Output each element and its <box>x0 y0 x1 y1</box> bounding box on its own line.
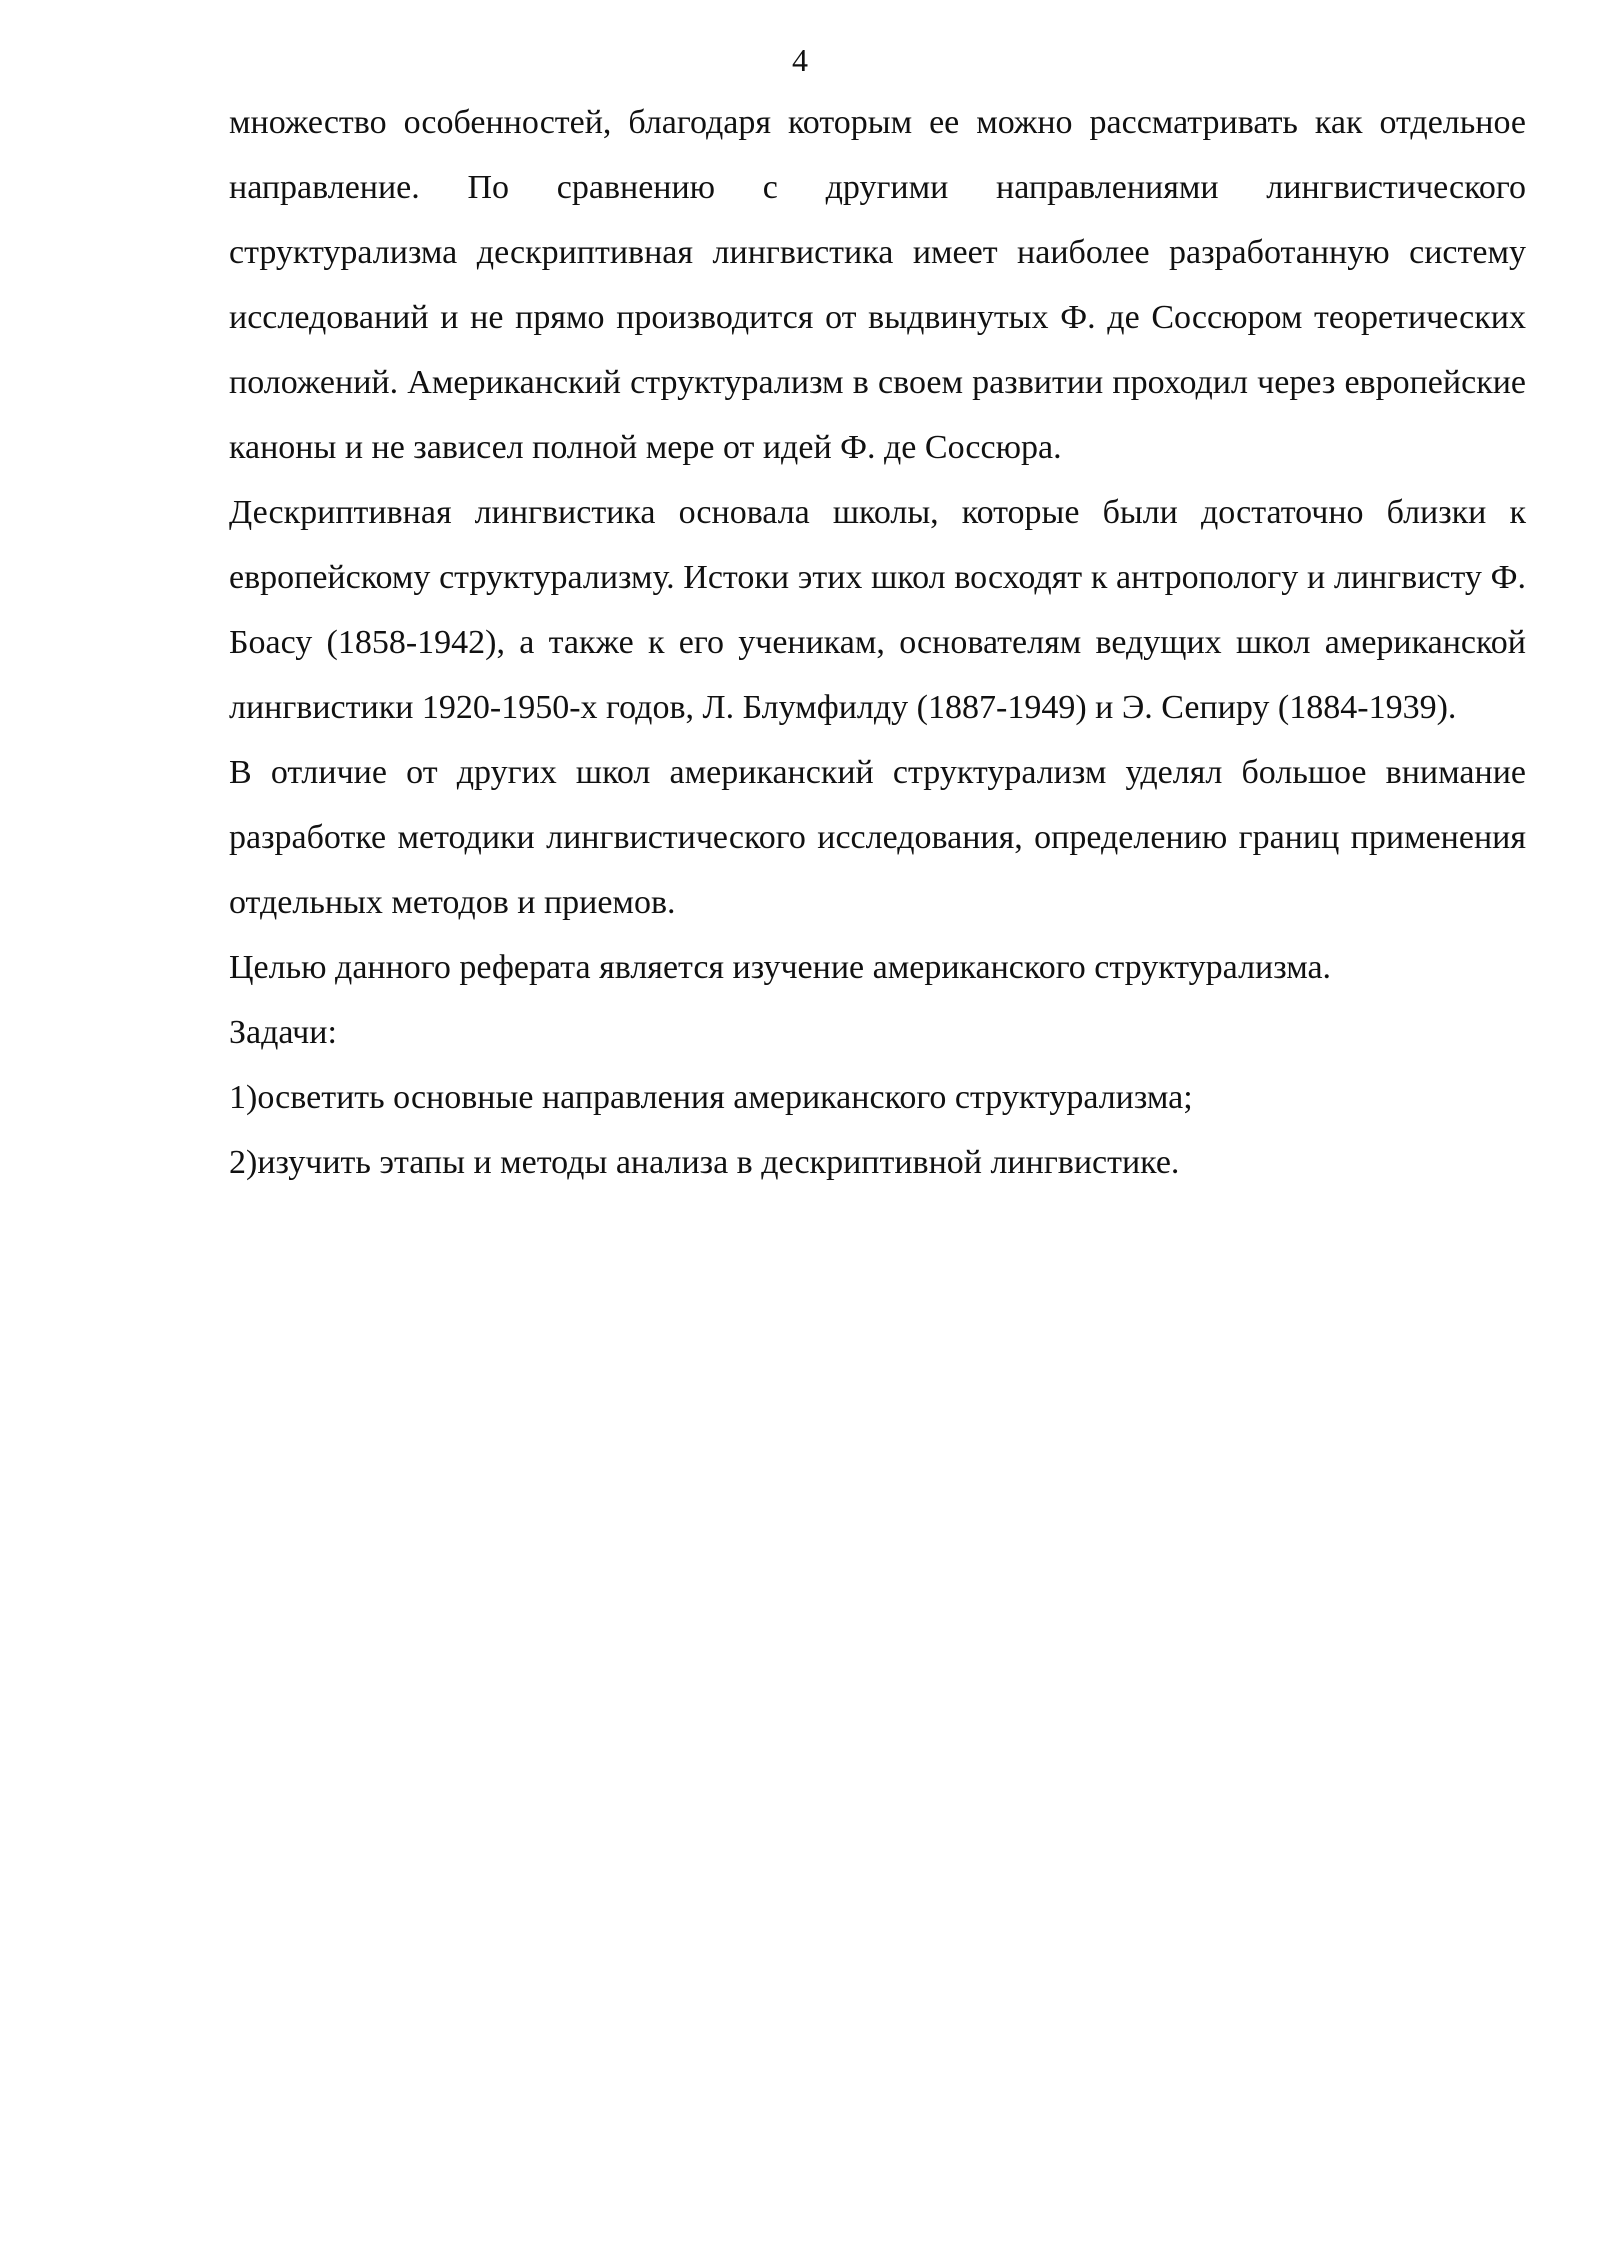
page-number: 4 <box>792 42 808 78</box>
body-text <box>229 90 1526 1195</box>
list-item-task-1: 1)осветить основные направления американского структурализма; <box>229 1079 1193 1116</box>
paragraph-methodology: В отличие от других школ американский структурализм уделял большое внимание разработке методики лингвистического исследования, определению границ применения отдельных методов и приемов. <box>229 754 1526 921</box>
paragraph-descriptive-schools: Дескриптивная лингвистика основала школы, которые были достаточно близки к европейскому структурализму. Истоки этих школ восходят к антропологу и лингвисту Ф. Боасу (1858-1942), а также к его ученикам, основателям ведущих школ американской лингвистики 1920-1950-х годов, Л. Блумфилду (1887-1949) и Э. Сепиру (1884-1939). <box>229 494 1526 726</box>
paragraph-tasks-heading: Задачи: <box>229 1014 337 1051</box>
paragraph-intro-continuation: множество особенностей, благодаря которым ее можно рассматривать как отдельное направление. По сравнению с другими направлениями лингвистического структурализма дескриптивная лингвистика имеет наиболее разработанную систему исследований и не прямо производится от выдвинутых Ф. де Соссюром теоретических положений. Американский структурализм в своем развитии проходил через европейские каноны и не зависел полной мере от идей Ф. де Соссюра. <box>229 104 1526 466</box>
list-item-task-2: 2)изучить этапы и методы анализа в дескриптивной лингвистике. <box>229 1144 1180 1181</box>
paragraph-goal: Целью данного реферата является изучение американского структурализма. <box>229 949 1332 986</box>
